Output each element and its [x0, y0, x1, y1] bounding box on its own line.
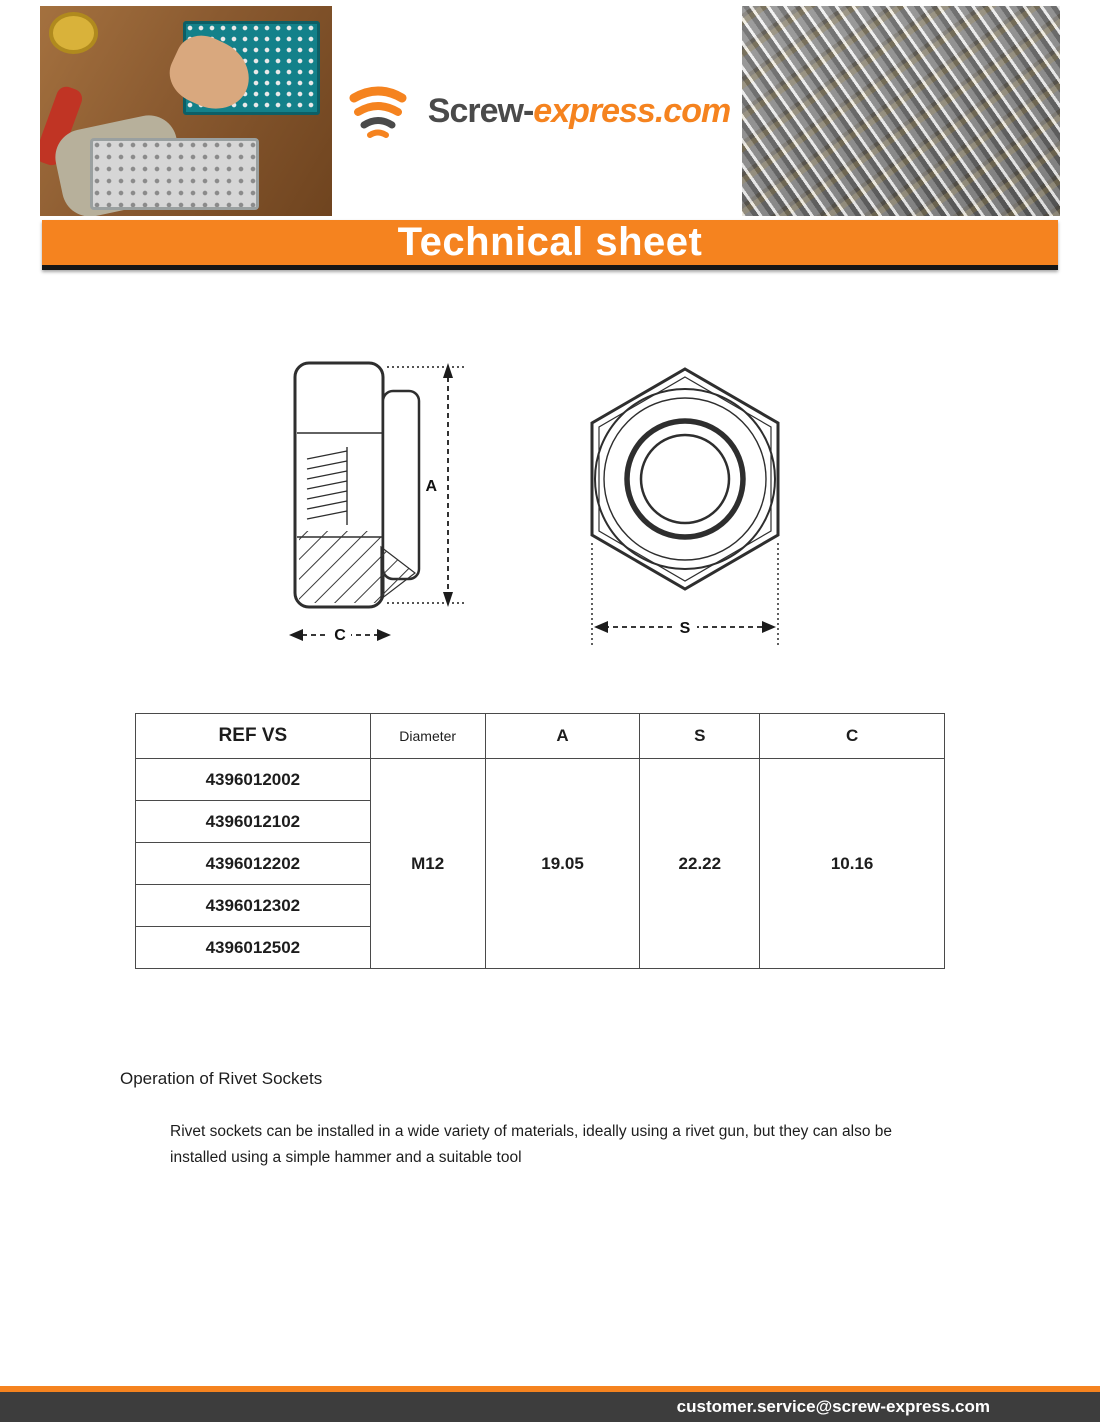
col-header-a: A	[485, 714, 640, 759]
screw-express-logo-icon	[344, 82, 416, 140]
diameter-value: M12	[370, 759, 485, 969]
ref-cell: 4396012002	[136, 759, 371, 801]
nut-side-outline	[295, 363, 419, 607]
parts-tray-shape	[90, 138, 259, 209]
title-banner	[42, 220, 1058, 270]
ref-cell: 4396012202	[136, 843, 371, 885]
page-title: Technical sheet	[397, 220, 703, 264]
a-value: 19.05	[485, 759, 640, 969]
c-value: 10.16	[760, 759, 945, 969]
ref-cell: 4396012502	[136, 927, 371, 969]
dimension-c	[289, 623, 391, 645]
col-header-c: C	[760, 714, 945, 759]
col-header-ref: REF VS	[136, 714, 371, 759]
dimension-c-label: C	[334, 627, 346, 644]
nut-top-view-drawing	[560, 355, 810, 665]
dimension-s-label: S	[679, 620, 691, 637]
nut-side-view-drawing	[285, 355, 480, 660]
s-value: 22.22	[640, 759, 760, 969]
table-header-row	[136, 714, 945, 759]
logo	[332, 6, 742, 216]
header	[40, 6, 1060, 216]
body-paragraph: Rivet sockets can be installed in a wide variety of materials, ideally using a rivet gun, but they can also be installed using a simple hammer and a suitable tool	[170, 1123, 892, 1166]
ref-cell: 4396012302	[136, 885, 371, 927]
screws-pile-photo	[742, 6, 1060, 216]
workbench-photo	[40, 6, 332, 216]
col-header-diameter: Diameter	[370, 714, 485, 759]
brand-suffix: express.com	[533, 91, 731, 130]
dimension-a-label: A	[425, 478, 437, 495]
logo-text	[428, 92, 730, 131]
brand-prefix: Screw-	[427, 91, 534, 130]
operation-section	[120, 1069, 1100, 1170]
table-row	[136, 759, 945, 801]
nut-top-outline	[592, 369, 778, 589]
footer-email: customer.service@screw-express.com	[676, 1397, 990, 1416]
technical-drawings	[285, 355, 1100, 665]
col-header-s: S	[640, 714, 760, 759]
dimensions-table	[135, 713, 945, 969]
footer	[0, 1386, 1100, 1422]
measuring-tape-shape	[49, 12, 99, 54]
ref-cell: 4396012102	[136, 801, 371, 843]
section-title: Operation of Rivet Sockets	[120, 1069, 323, 1088]
